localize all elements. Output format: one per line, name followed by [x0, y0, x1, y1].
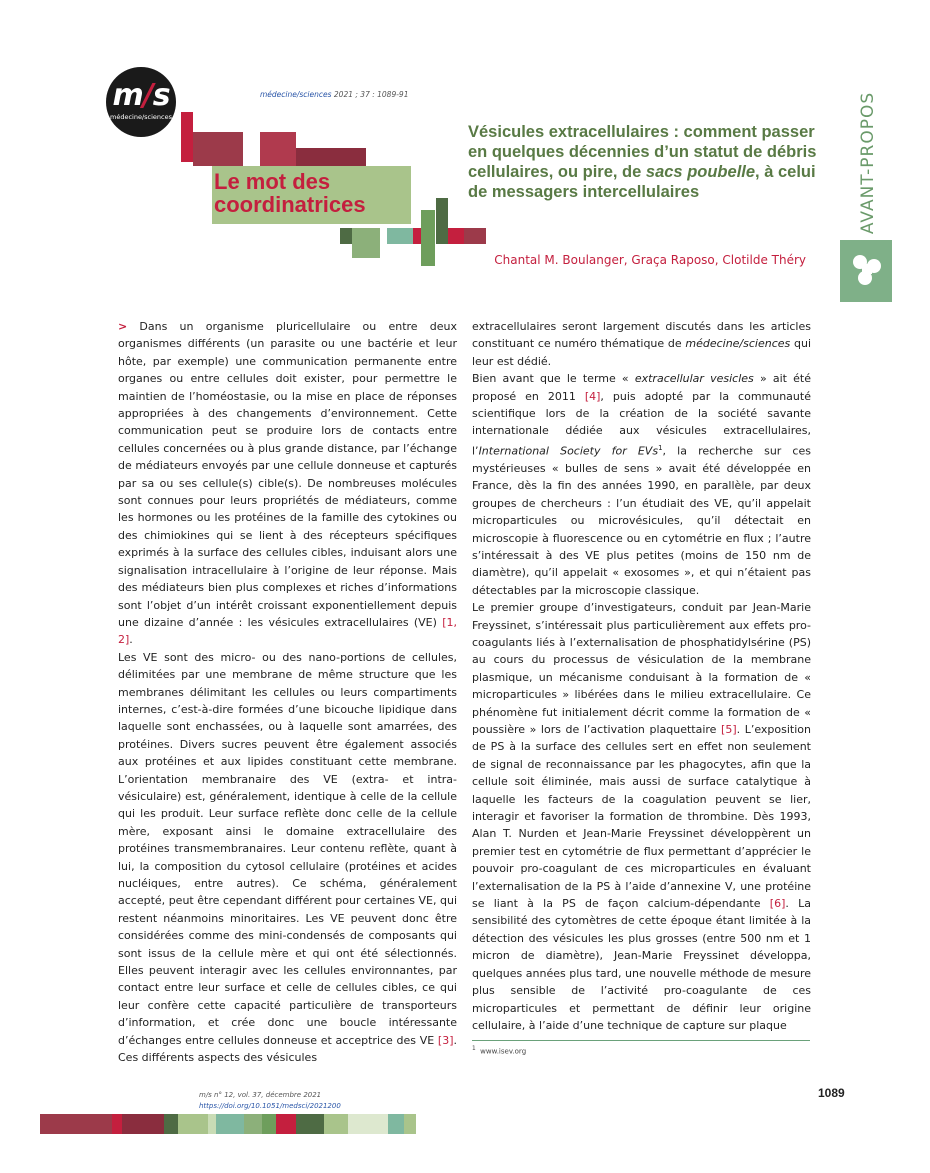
logo-m: m: [112, 78, 143, 113]
decor-bar: [262, 1114, 276, 1134]
citation-journal: médecine/sciences: [260, 90, 332, 99]
p1-end: .: [129, 633, 133, 647]
decor-block: [413, 228, 421, 244]
p2-italic: International Society for EVs: [478, 444, 659, 458]
decor-bar: [404, 1114, 416, 1134]
section-title-line2: coordinatrices: [214, 192, 366, 217]
headline-part2: , à celui de messagers intercellulaires: [468, 163, 816, 201]
decor-bar: [348, 1114, 388, 1134]
chevron-icon: >: [118, 320, 128, 333]
citation-ref: 2021 ; 37 : 1089-91: [331, 90, 409, 99]
authors: Chantal M. Boulanger, Graça Raposo, Clotilde Théry: [494, 253, 806, 267]
logo-s: s: [152, 78, 170, 113]
journal-logo: [106, 67, 176, 137]
headline-part1: Vésicules extracellulaires : comment passer en quelques décennies d’un statut de débris cellulaires, ou pire, de: [468, 123, 817, 181]
p2-d: , la recherche sur ces mystérieuses « bulles de sens » avait été développée en France, dès la fin des années 1990, en parallèle, par deux groupes de chercheurs : l’un étudiait des VE, qu’il appelait microparticules ou microvésicules, qu’il détectait en microscopie à fluorescence ou en cytométrie en flux ; l’autre s’intéressait à des VE plus petites (moins de 150 nm de diamètre), qu’il appelait « exosomes », et qui n’étaient pas détectables par la microscopie classique.: [472, 444, 811, 597]
decor-block: [340, 228, 352, 244]
decor-bar: [216, 1114, 244, 1134]
decor-bar: [112, 1114, 122, 1134]
reference-link[interactable]: [6]: [769, 897, 786, 911]
reference-link[interactable]: [4]: [584, 389, 601, 403]
section-title: [214, 170, 366, 216]
decor-bar: [324, 1114, 348, 1134]
page-number: 1089: [818, 1086, 845, 1100]
decor-bar: [296, 1114, 324, 1134]
p3-a: Le premier groupe d’investigateurs, conduit par Jean-Marie Freyssinet, s’intéressait plus particulièrement aux effets pro-coagulants liés à l’externalisation de phosphatidylsérine (PS) au cours du processus de vésiculation de la membrane plasmique, un mécanisme conduisant à la formation de « microparticules » libérées dans le milieu extracellulaire. Ce phénomène fut initialement décrit comme la formation de « poussière » lors de l’activation plaquettaire: [472, 601, 811, 736]
decor-block: [436, 198, 448, 244]
text-column-left: [118, 318, 457, 1066]
doi-link[interactable]: https://doi.org/10.1051/medsci/2021200: [199, 1102, 341, 1110]
paragraph: [472, 370, 811, 599]
paragraph: [472, 599, 811, 1034]
footnote-marker[interactable]: 1: [658, 443, 663, 452]
decor-bar: [276, 1114, 296, 1134]
headline-italic: sacs poubelle: [645, 163, 756, 181]
decor-bar: [40, 1114, 112, 1134]
paragraph: [472, 318, 811, 370]
section-label: [848, 91, 888, 234]
decor-block: [352, 228, 380, 258]
reference-link[interactable]: [5]: [721, 723, 737, 736]
reference-link[interactable]: [1, 2]: [118, 615, 457, 647]
decor-block: [421, 210, 435, 266]
logo-subtitle: médecine/sciences: [110, 113, 172, 121]
footnote-link[interactable]: www.isev.org: [480, 1047, 527, 1056]
p2-italic: extracellular vesicles: [634, 372, 754, 386]
p1-italic: médecine/sciences: [685, 337, 791, 351]
decor-bar: [208, 1114, 216, 1134]
paragraph: [118, 649, 457, 1067]
decor-block: [181, 112, 193, 162]
p1-text: extracellulaires seront largement discutés dans les articles constituant ce numéro thématique de: [472, 320, 811, 351]
footnote: [472, 1046, 526, 1055]
decor-block: [296, 148, 366, 166]
p3-b: . L’exposition de PS à la surface des cellules sert en effet non seulement de signal de reconnaissance par les phagocytes, afin que la cellule soit éliminée, mais aussi de surface catalytique à laquelle les facteurs de la coagulation peuvent se lier, interagir et favoriser la formation de thrombine. Dès 1993, Alan T. Nurden et Jean-Marie Freyssinet développèrent un premier test en cytométrie de flux permettant d’apprécier le pouvoir pro-coagulant de ces microparticules en évaluant l’externalisation de la PS à l’aide d’annexine V, une protéine se liant à la PS de façon calcium-dépendante: [472, 723, 811, 911]
section-title-line1: Le mot des: [214, 169, 331, 194]
logo-slash: /: [142, 78, 153, 113]
p1-text: Dans un organisme pluricellulaire ou entre deux organismes différents (un parasite ou une bactérie et leur hôte, par exemple) une communication permanente entre organes ou entre cellules doit exister, pour permettre le maintien de l’homéostasie, ou la mise en place de réponses appropriées à des changements d’environnement. Cette communication peut se produire lors de contacts entre cellules concernées ou à plus grande distance, par l’échange de médiateurs envoyés par une cellule donneuse et capturés par sa ou ses cellule(s) cible(s). De nombreuses molécules sont connues pour leurs propriétés de médiateurs, comme les hormones ou les protéines de la famille des cytokines ou des chimiokines qui se lient à des récepteurs spécifiques exprimés à la surface des cellules cibles, induisant alors une signalisation intracellulaire à l’origine de leur réponse. Mais des médiateurs bien plus complexes et riches d’informations sont l’objet d’un intérêt croissant exponentiellement depuis une dizaine d’année : les vésicules extracellulaires (VE): [118, 320, 457, 629]
molecule-icon: [840, 240, 892, 302]
section-label-text: AVANT-PROPOS: [858, 91, 878, 234]
decor-block: [387, 228, 413, 244]
reference-link[interactable]: [3]: [437, 1033, 454, 1047]
p3-c: . La sensibilité des cytomètres de cette époque étant limitée à la détection des vésicules les plus grosses (entre 500 nm et 1 micron de diamètre), Jean-Marie Freyssinet développa, quelques années plus tard, une nouvelle méthode de mesure plus sensible de l’activité pro-coagulante de ces microparticules et permettant de définir leur origine cellulaire, à l’aide d’une technique de capture sur plaque: [472, 897, 811, 1032]
citation: [260, 90, 408, 99]
decor-bar: [164, 1114, 178, 1134]
decor-bar: [388, 1114, 404, 1134]
p2-end: . Ces différents aspects des vésicules: [118, 1033, 457, 1065]
text-column-right: [472, 318, 811, 1034]
p2-a: Bien avant que le terme «: [472, 372, 635, 386]
p2-b: » ait été proposé en 2011: [472, 372, 811, 403]
decor-bar: [244, 1114, 262, 1134]
paragraph: [118, 318, 457, 649]
footnote-divider: [472, 1040, 810, 1041]
decor-block: [464, 228, 486, 244]
footer: [199, 1090, 341, 1112]
footnote-number: 1: [472, 1046, 476, 1052]
footer-issue: m/s n° 12, vol. 37, décembre 2021: [199, 1091, 322, 1099]
logo-mark: [106, 78, 176, 113]
decor-bar: [178, 1114, 208, 1134]
p2-c: , puis adopté par la communauté scientifique lors de la création de la société savante internationale dédiée aux vésicules extracellulaires, l’: [472, 389, 811, 458]
p1-end: qui leur est dédié.: [472, 337, 811, 368]
decor-block: [193, 132, 243, 166]
article-headline: [468, 122, 818, 202]
decor-block: [448, 228, 464, 244]
decor-bar: [122, 1114, 164, 1134]
p2-text: Les VE sont des micro- ou des nano-portions de cellules, délimitées par une membrane de même structure que les membranes délimitant les cellules ou leurs compartiments internes, c’est-à-dire formées d’une bicouche lipidique dans laquelle sont enchassées, ou à laquelle sont amarrées, des protéines. Divers sucres peuvent être également associés aux protéines et aux lipides constituant cette membrane. L’orientation membranaire des VE (extra- et intra-vésiculaire) est, généralement, identique à celle de la cellule qui les produit. Leur surface reflète donc celle de la cellule mère, exposant ainsi le domaine extracellulaire des protéines transmembranaires. Leur contenu reflète, quant à lui, la composition du cytosol cellulaire (protéines et acides nucléiques, entre autres). Ce schéma, généralement accepté, peut être cependant différent pour certaines VE, qui restent néanmoins minoritaires. Les VE peuvent donc être considérées comme des mini-condensés de composants qui sont issus de la cellule mère et qui ont été sélectionnés. Elles peuvent interagir avec les cellules environnantes, par contact entre leur surface et celle de cellules cibles, ce qui leur confère cette capacité particulière de transporteurs d’information, et crée donc une boucle intéressante d’échanges entre cellules donneuse et acceptrice des VE: [118, 650, 457, 1047]
decor-block: [260, 132, 296, 166]
